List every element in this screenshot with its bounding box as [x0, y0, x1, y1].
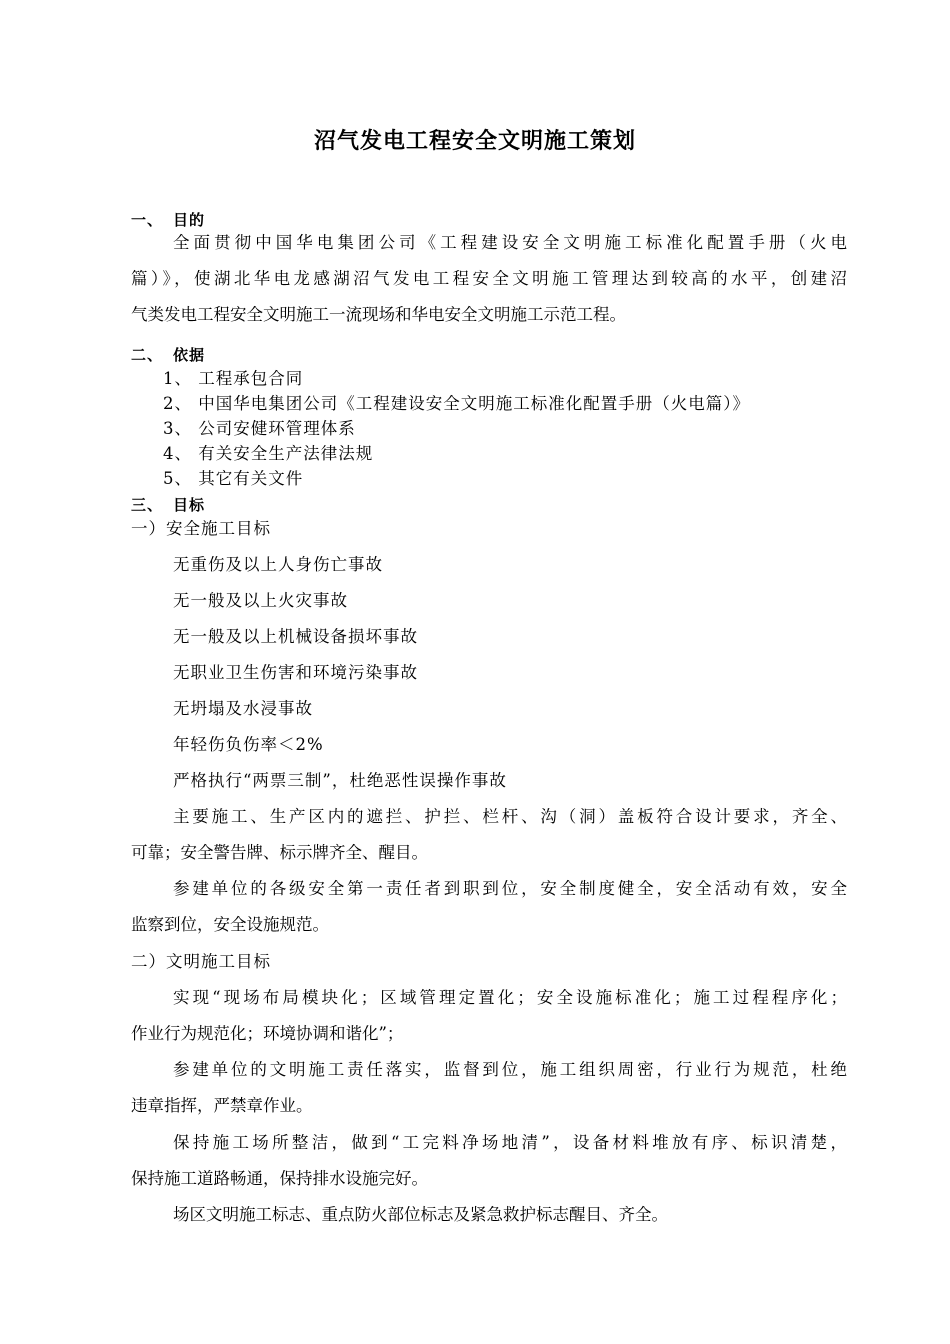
paragraph-line: 违章指挥，严禁章作业。: [131, 1096, 313, 1115]
paragraph-line: 保持施工道路畅通，保持排水设施完好。: [131, 1169, 428, 1188]
purpose-paragraph: [131, 225, 847, 333]
civilized-paragraph: [131, 1052, 847, 1124]
subsection-heading-safety: 一）安全施工目标: [131, 519, 271, 538]
safety-paragraph: [131, 799, 847, 871]
section-number: 一、: [131, 211, 164, 229]
safety-goal-item: 无职业卫生伤害和环境污染事故: [173, 663, 418, 682]
paragraph-line: 全面贯彻中国华电集团公司《工程建设安全文明施工标准化配置手册（火电: [173, 233, 847, 252]
section-title: 依据: [173, 346, 206, 364]
paragraph-line: 篇）》，使湖北华电龙感湖沼气发电工程安全文明施工管理达到较高的水平，创建沼: [131, 269, 847, 288]
basis-item: 1、 工程承包合同: [163, 369, 304, 388]
paragraph-line: 可靠；安全警告牌、标示牌齐全、醒目。: [131, 843, 428, 862]
civilized-paragraph: [131, 1197, 847, 1233]
safety-goal-item: 严格执行“两票三制”，杜绝恶性误操作事故: [173, 771, 507, 790]
basis-item: 3、 公司安健环管理体系: [163, 419, 356, 438]
paragraph-line: 实现“现场布局模块化；区域管理定置化；安全设施标准化；施工过程程序化；: [173, 988, 847, 1007]
paragraph-line: 作业行为规范化；环境协调和谐化”；: [131, 1024, 404, 1043]
paragraph-line: 场区文明施工标志、重点防火部位标志及紧急救护标志醒目、齐全。: [173, 1205, 668, 1224]
safety-goal-item: 无一般及以上火灾事故: [173, 591, 348, 610]
paragraph-line: 保持施工场所整洁，做到“工完料净场地清”，设备材料堆放有序、标识清楚，: [173, 1133, 847, 1152]
section-title: 目标: [173, 496, 206, 514]
paragraph-line: 主要施工、生产区内的遮拦、护拦、栏杆、沟（洞）盖板符合设计要求，齐全、: [173, 807, 847, 826]
safety-goal-item: 年轻伤负伤率＜2%: [173, 735, 324, 754]
civilized-paragraph: [131, 980, 847, 1052]
paragraph-line: 参建单位的文明施工责任落实，监督到位，施工组织周密，行业行为规范，杜绝: [173, 1060, 847, 1079]
section-title: 目的: [173, 211, 206, 229]
document-title: 沼气发电工程安全文明施工策划: [313, 129, 636, 154]
paragraph-line: 气类发电工程安全文明施工一流现场和华电安全文明施工示范工程。: [131, 305, 626, 324]
section-heading-basis: [131, 344, 851, 366]
safety-paragraph: [131, 871, 847, 943]
basis-item: 2、 中国华电集团公司《工程建设安全文明施工标准化配置手册（火电篇）》: [163, 394, 750, 413]
section-number: 二、: [131, 346, 164, 364]
section-number: 三、: [131, 496, 164, 514]
paragraph-line: 参建单位的各级安全第一责任者到职到位，安全制度健全，安全活动有效，安全: [173, 879, 847, 898]
section-heading-goals: [131, 494, 851, 516]
basis-item: 4、 有关安全生产法律法规: [163, 444, 374, 463]
civilized-paragraph: [131, 1125, 847, 1197]
basis-item: 5、 其它有关文件: [163, 469, 304, 488]
safety-goal-item: 无坍塌及水浸事故: [173, 699, 313, 718]
safety-goal-item: 无重伤及以上人身伤亡事故: [173, 555, 383, 574]
safety-goal-item: 无一般及以上机械设备损坏事故: [173, 627, 418, 646]
paragraph-line: 监察到位，安全设施规范。: [131, 915, 329, 934]
subsection-heading-civilized: 二）文明施工目标: [131, 952, 271, 971]
